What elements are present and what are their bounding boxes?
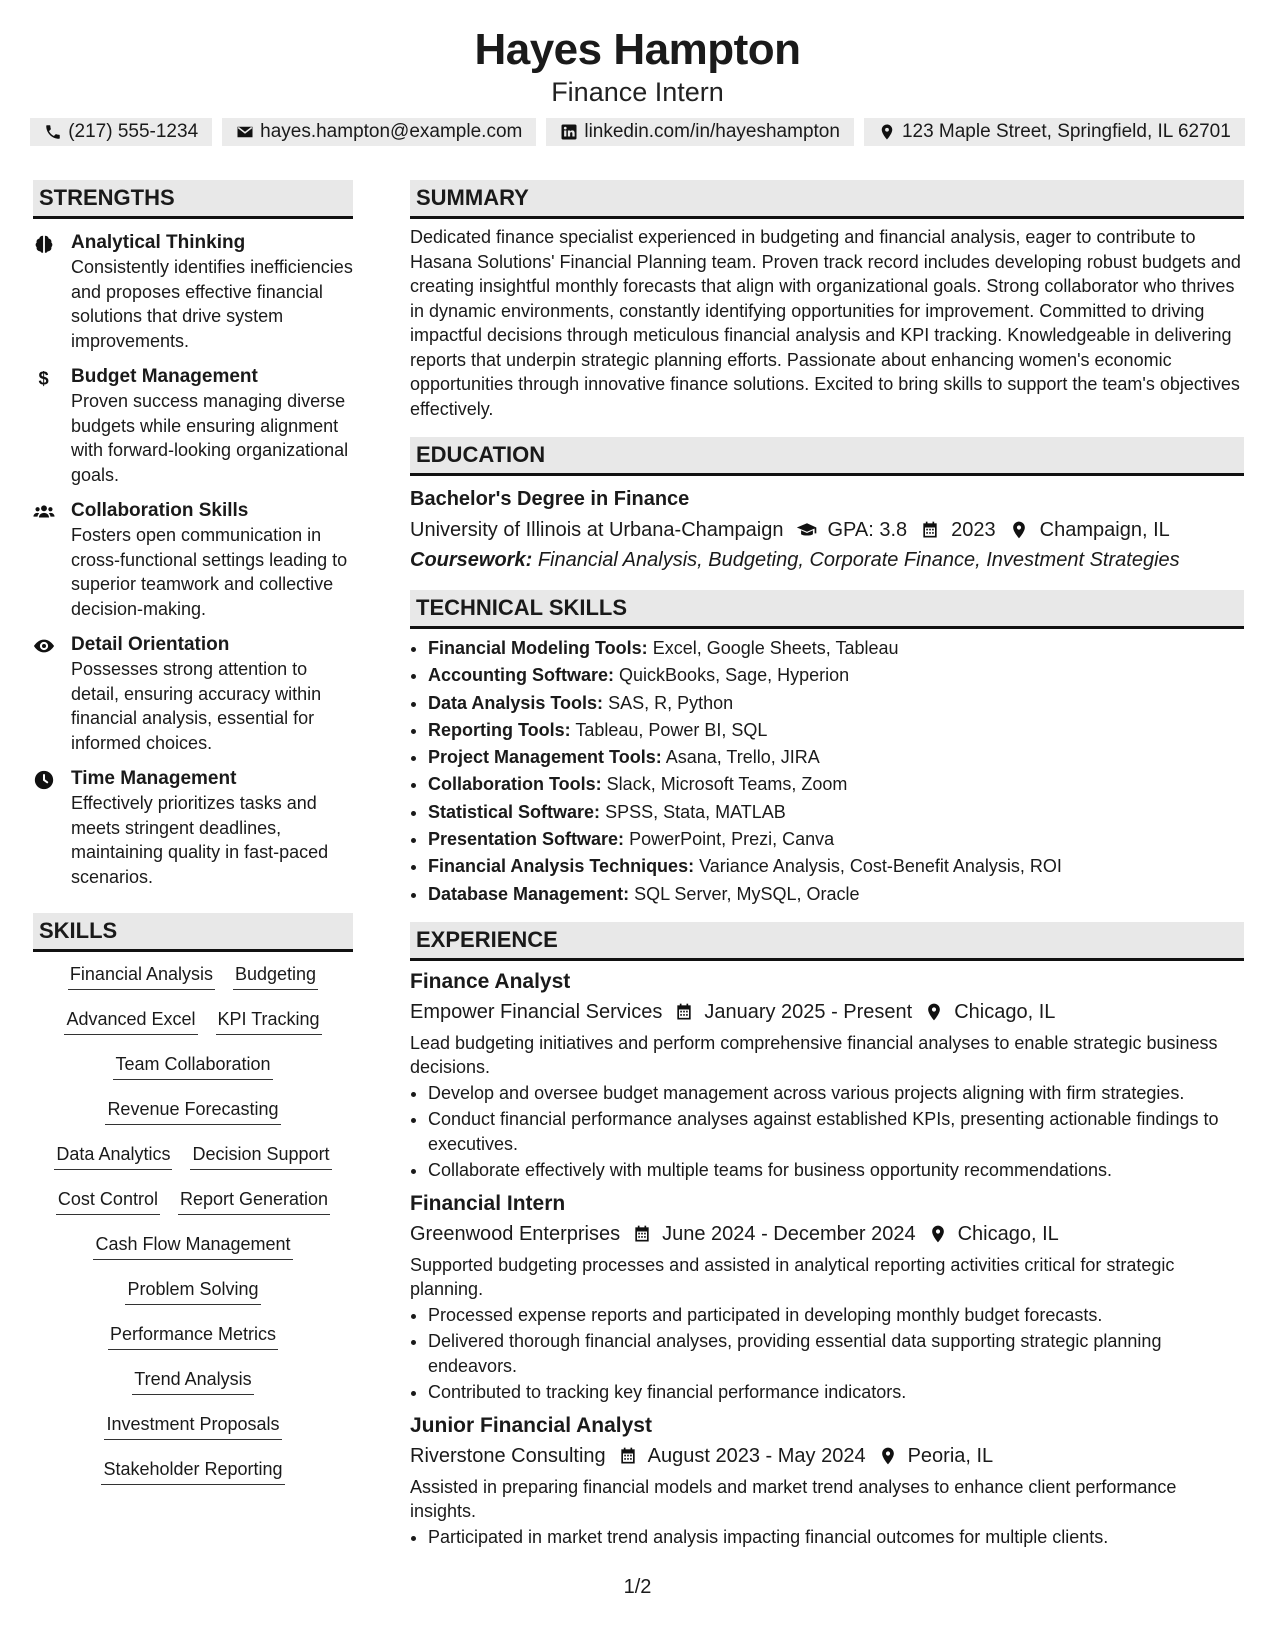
list-item: • Contributed to tracking key financial performance indicators. [428,1380,1244,1405]
job-location: Chicago, IL [954,1000,1056,1023]
linkedin-icon [560,123,578,141]
list-item: • Collaborate effectively with multiple teams for business opportunity recommendations. [428,1158,1244,1183]
experience-heading: EXPERIENCE [410,922,1244,961]
contact-linkedin-text: linkedin.com/in/hayeshampton [584,121,840,142]
list-item [428,826,1244,853]
summary-heading: SUMMARY [410,180,1244,219]
calendar-icon [919,520,941,540]
list-item [428,717,1244,744]
school-name: University of Illinois at Urbana-Champaign [410,519,784,541]
graduation-year: 2023 [951,519,996,541]
skill-tag: Problem Solving [125,1277,260,1305]
eye-icon [33,635,55,657]
job-dates: January 2025 - Present [704,1000,913,1023]
svg-text:$: $ [38,367,49,389]
education-heading: EDUCATION [410,437,1244,476]
clock-icon [33,769,55,791]
company-name: Empower Financial Services [410,1000,663,1023]
contact-address [864,118,1245,146]
job-meta [410,1219,1244,1249]
job-entry [410,1411,1244,1550]
graduation-cap-icon [796,520,818,540]
phone-icon [44,123,62,141]
left-column [33,180,353,1502]
contact-phone-text: (217) 555-1234 [68,121,199,142]
location-icon [924,1002,944,1022]
mail-icon [236,123,254,141]
tech-value: SPSS, Stata, MATLAB [605,801,786,822]
skill-tag: Advanced Excel [64,1007,197,1035]
tech-label: Database Management: [428,883,630,904]
school-location: Champaign, IL [1039,519,1170,541]
job-entry [410,1189,1244,1405]
strength-title: Analytical Thinking [71,232,246,253]
job-dates: June 2024 - December 2024 [662,1222,916,1245]
company-name: Riverstone Consulting [410,1444,606,1467]
list-item [428,853,1244,880]
coursework [410,546,1244,574]
skill-tag: Budgeting [233,962,318,990]
tech-value: Excel, Google Sheets, Tableau [652,638,899,658]
job-dates: August 2023 - May 2024 [647,1444,866,1467]
job-entry [410,967,1244,1183]
strength-desc: Possesses strong attention to detail, ensuring accuracy within financial analysis, essential for informed choices. [71,659,322,753]
skills-heading: SKILLS [33,913,353,952]
list-item [428,881,1244,908]
contact-bar [0,118,1275,146]
contact-address-text: 123 Maple Street, Springfield, IL 62701 [901,121,1231,142]
job-location: Chicago, IL [957,1222,1059,1245]
tech-label: Data Analysis Tools: [428,692,604,713]
calendar-icon [632,1224,652,1244]
tech-label: Reporting Tools: [428,719,571,740]
coursework-label: Coursework: [410,549,533,571]
technical-skills-heading: TECHNICAL SKILLS [410,590,1244,629]
strength-desc: Consistently identifies inefficiencies and proposes effective financial solutions that drive system improvements. [71,257,353,351]
tech-label: Statistical Software: [428,801,601,822]
tech-value: SAS, R, Python [608,692,734,713]
skill-tag: Cost Control [56,1187,160,1215]
contact-email-text: hayes.hampton@example.com [260,121,523,142]
contact-linkedin[interactable] [546,118,854,146]
strength-desc: Fosters open communication in cross-functional settings leading to superior teamwork and collective decision-making. [71,525,348,619]
list-item: • Processed expense reports and participated in developing monthly budget forecasts. [428,1303,1244,1328]
job-location: Peoria, IL [907,1444,994,1467]
skill-tag: Financial Analysis [68,962,215,990]
tech-label: Financial Modeling Tools: [428,638,648,658]
tech-label: Collaboration Tools: [428,774,602,795]
job-bullets [410,1525,1244,1550]
strength-desc: Proven success managing diverse budgets while ensuring alignment with forward-looking organizational goals. [71,391,349,485]
tech-value: SQL Server, MySQL, Oracle [634,883,860,904]
right-column [410,180,1244,1551]
users-icon [33,501,55,523]
skill-tag: Stakeholder Reporting [101,1457,284,1485]
education-meta [410,516,1244,544]
technical-skills-list [410,635,1244,908]
list-item [428,690,1244,717]
degree-title: Bachelor's Degree in Finance [410,488,690,510]
skill-tag: Revenue Forecasting [105,1097,280,1125]
page-number: 1/2 [623,1576,652,1598]
location-icon [878,123,896,141]
tech-label: Project Management Tools: [428,747,662,768]
coursework-list: Financial Analysis, Budgeting, Corporate Finance, Investment Strategies [537,549,1180,571]
job-meta [410,1441,1244,1471]
calendar-icon [618,1446,638,1466]
calendar-icon [674,1002,694,1022]
job-title: Financial Intern [410,1191,566,1215]
tech-value: QuickBooks, Sage, Hyperion [619,665,850,686]
job-description: Lead budgeting initiatives and perform comprehensive financial analyses to enable strategic business decisions. [410,1032,1218,1078]
job-title: Junior Financial Analyst [410,1413,652,1437]
list-item [428,662,1244,689]
strength-desc: Effectively prioritizes tasks and meets stringent deadlines, maintaining quality in fast-paced scenarios. [71,793,329,887]
tech-label: Presentation Software: [428,829,625,850]
skill-tag: Investment Proposals [104,1412,281,1440]
location-icon [928,1224,948,1244]
list-item [428,771,1244,798]
list-item [428,799,1244,826]
strengths-heading: STRENGTHS [33,180,353,219]
job-bullets [410,1303,1244,1405]
job-bullets [410,1081,1244,1183]
tech-value: Tableau, Power BI, SQL [575,719,768,740]
list-item: • Conduct financial performance analyses against established KPIs, presenting actionable findings to executives. [428,1107,1244,1156]
brain-icon [33,233,55,255]
contact-phone[interactable] [30,118,212,146]
company-name: Greenwood Enterprises [410,1222,621,1245]
location-icon [1008,520,1030,540]
summary-text: Dedicated finance specialist experienced in budgeting and financial analysis, eager to contribute to Hasana Solutions' Financial Planning team. Proven track record includes developing robust budgets and creating insightful monthly forecasts that align with organizational goals. Strong collaborator who thrives in dynamic environments, constantly identifying opportunities for improvement. Committed to driving impactful decisions through meticulous financial analysis and KPI tracking. Knowledgeable in delivering reports that underpin strategic planning efforts. Passionate about enhancing women's economic opportunities through innovative finance solutions. Excited to bring skills to support the team's objectives effectively. [410,227,1241,419]
strength-item [33,499,353,621]
tech-value: PowerPoint, Prezi, Canva [629,829,835,850]
skill-tag: KPI Tracking [216,1007,322,1035]
strength-item [33,633,353,755]
candidate-role: Finance Intern [551,77,724,107]
list-item: • Delivered thorough financial analyses, providing essential data supporting strategic planning endeavors. [428,1329,1244,1378]
strength-title: Budget Management [71,366,258,387]
skill-tag: Team Collaboration [113,1052,272,1080]
candidate-name: Hayes Hampton [474,25,801,74]
strength-item [33,231,353,353]
contact-email[interactable] [222,118,536,146]
skill-tag: Cash Flow Management [93,1232,292,1260]
strength-title: Time Management [71,768,237,789]
list-item: • Develop and oversee budget management across various projects aligning with firm strategies. [428,1081,1244,1106]
tech-value: Asana, Trello, JIRA [665,747,820,768]
skill-tag: Trend Analysis [132,1367,253,1395]
tech-label: Financial Analysis Techniques: [428,856,695,877]
strength-title: Detail Orientation [71,634,230,655]
job-description: Supported budgeting processes and assisted in analytical reporting activities critical for strategic planning. [410,1254,1175,1300]
strength-item [33,767,353,889]
job-description: Assisted in preparing financial models and market trend analyses to enhance client performance insights. [410,1476,1177,1522]
list-item [428,744,1244,771]
list-item [428,635,1244,662]
dollar-icon [33,367,55,389]
strength-item [33,365,353,487]
skill-tag: Data Analytics [54,1142,172,1170]
skill-tag: Report Generation [178,1187,330,1215]
tech-label: Accounting Software: [428,665,615,686]
skills-list [33,962,353,1502]
resume-header [0,0,1275,146]
tech-value: Slack, Microsoft Teams, Zoom [606,774,848,795]
skill-tag: Decision Support [190,1142,331,1170]
gpa-value: GPA: 3.8 [827,519,908,541]
list-item: • Participated in market trend analysis impacting financial outcomes for multiple clients. [428,1525,1244,1550]
location-icon [878,1446,898,1466]
tech-value: Variance Analysis, Cost-Benefit Analysis, ROI [699,856,1062,877]
job-title: Finance Analyst [410,969,571,993]
skill-tag: Performance Metrics [108,1322,278,1350]
strength-title: Collaboration Skills [71,500,249,521]
job-meta [410,997,1244,1027]
